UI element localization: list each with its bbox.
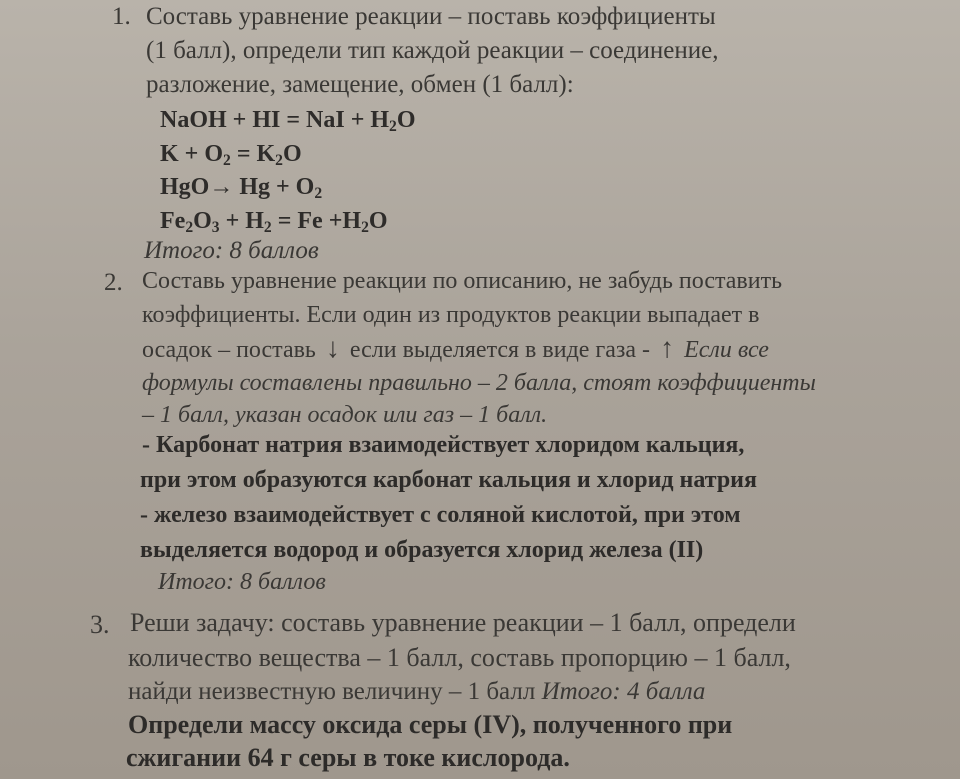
- task2-line-3: [142, 334, 769, 365]
- task2-line-3-part-a: осадок – поставь: [142, 337, 316, 363]
- task1-line-1: Составь уравнение реакции – поставь коэффициенты: [146, 3, 716, 30]
- task1-line-3: разложение, замещение, обмен (1 балл):: [146, 71, 574, 98]
- task3-line-3-part-a: найди неизвестную величину – 1 балл: [128, 678, 536, 705]
- formula-3: $HgO\to Hg + O_2$: [160, 174, 323, 202]
- task2-reaction-2-line-2: выделяется водород и образуется хлорид железа (II): [140, 537, 704, 563]
- task3-total: Итого: 4 балла: [541, 678, 706, 705]
- arrow-up-icon: ↑: [660, 333, 675, 364]
- task2-line-4: формулы составлены правильно – 2 балла, стоят коэффициенты: [142, 370, 816, 396]
- task3-problem-line-1: Определи массу оксида серы (IV), полученного при: [128, 710, 733, 739]
- formula-4: $Fe_2O_3 + H_2 = Fe +H_2O$: [160, 208, 388, 236]
- task2-reaction-1-line-1: - Карбонат натрия взаимодействует хлоридом кальция,: [142, 432, 745, 458]
- formula-1: NaOH + HI = NaI + $H_2O$: [160, 107, 416, 135]
- task2-number: 2.: [104, 269, 123, 296]
- task2-line-1: Составь уравнение реакции по описанию, не забудь поставить: [142, 268, 783, 294]
- task3-line-1: Реши задачу: составь уравнение реакции – 1 балл, определи: [130, 608, 796, 637]
- formula-2: $K + O_2 = K_2O$: [160, 141, 302, 169]
- task1-line-2: (1 балл), определи тип каждой реакции – соединение,: [146, 37, 719, 64]
- task1-number: 1.: [112, 3, 131, 30]
- task2-total: Итого: 8 баллов: [158, 569, 326, 595]
- arrow-down-icon: ↓: [325, 333, 340, 364]
- task3-line-3: [128, 677, 705, 707]
- task2-line-3-part-b: если выделяется в виде газа -: [349, 337, 651, 363]
- task1-total: Итого: 8 баллов: [144, 237, 319, 264]
- task2-line-2: коэффициенты. Если один из продуктов реакции выпадает в: [142, 302, 760, 328]
- task2-line-3-part-c: Если все: [684, 337, 769, 363]
- task3-number: 3.: [90, 610, 110, 639]
- task3-problem-line-2: сжигании 64 г серы в токе кислорода.: [126, 743, 570, 772]
- task2-reaction-1-line-2: при этом образуются карбонат кальция и хлорид натрия: [140, 467, 757, 493]
- task2-line-5: – 1 балл, указан осадок или газ – 1 балл.: [142, 402, 548, 428]
- task3-line-2: количество вещества – 1 балл, составь пропорцию – 1 балл,: [128, 643, 791, 672]
- task2-reaction-2-line-1: - железо взаимодействует с соляной кислотой, при этом: [140, 502, 741, 528]
